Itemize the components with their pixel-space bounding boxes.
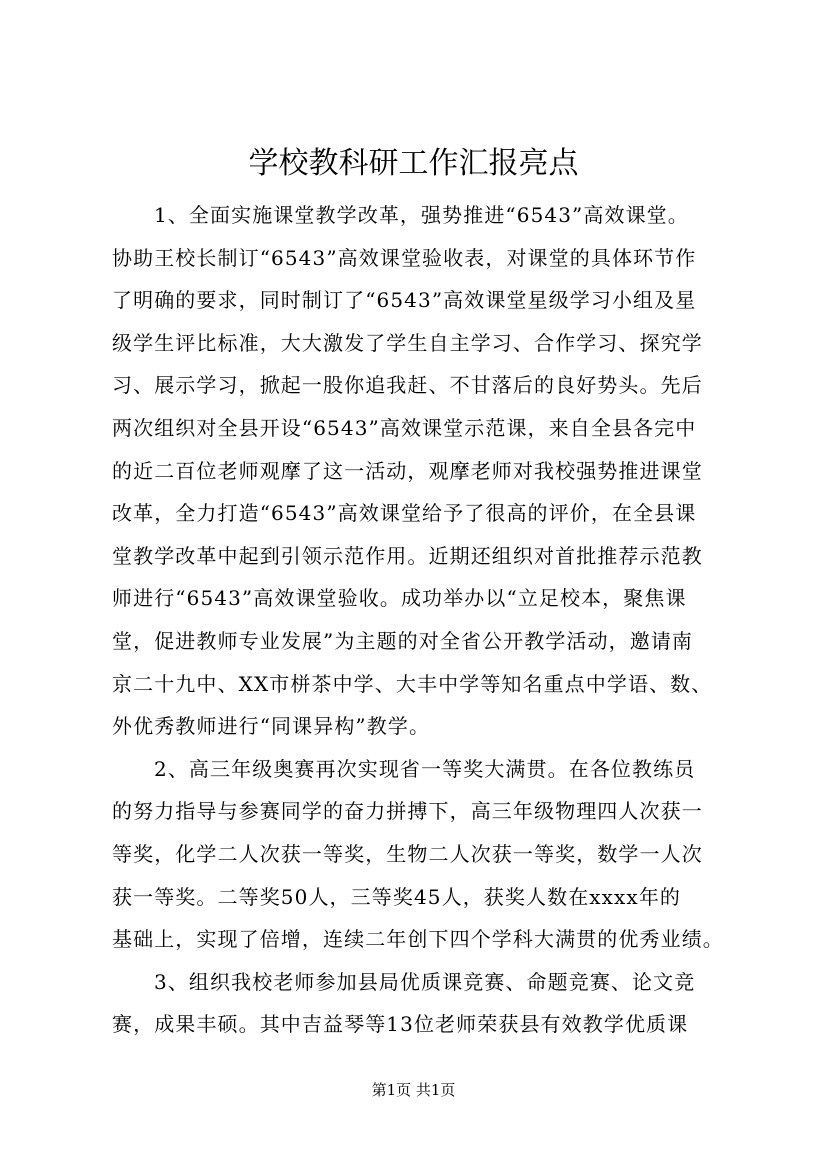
paragraph-1-line-10: 师进行“6543”高效课堂验收。成功举办以“立足校本，聚焦课 [112,586,687,611]
paragraph-1-line-8: 改革，全力打造“6543”高效课堂给予了很高的评价，在全县课 [112,501,697,526]
paragraph-1-line-7: 的近二百位老师观摩了这一活动，观摩老师对我校强势推进课堂 [112,458,703,483]
paragraph-1-line-9: 堂教学改革中起到引领示范作用。近期还组织对首批推荐示范教 [112,543,703,568]
paragraph-2-line-5: 基础上，实现了倍增，连续二年创下四个学科大满贯的优秀业绩。 [112,927,724,952]
paragraph-2-line-3: 等奖，化学二人次获一等奖，生物二人次获一等奖，数学一人次 [112,841,703,866]
paragraph-2-line-4: 获一等奖。二等奖50人，三等奖45人，获奖人数在xxxx年的 [112,884,682,909]
paragraph-1-line-2: 协助王校长制订“6543”高效课堂验收表，对课堂的具体环节作 [112,245,697,270]
paragraph-1-line-1: 1、全面实施课堂教学改革，强势推进“6543”高效课堂。 [154,203,689,227]
paragraph-1-line-12: 京二十九中、XX市栟茶中学、大丰中学等知名重点中学语、数、 [112,671,713,696]
paragraph-3-line-1: 3、组织我校老师参加县局优质课竞赛、命题竞赛、论文竞 [154,969,696,994]
paragraph-1-line-4: 级学生评比标准，大大激发了学生自主学习、合作学习、探究学 [112,330,703,355]
paragraph-2-line-1: 2、高三年级奥赛再次实现省一等奖大满贯。在各位教练员 [154,756,696,781]
document-title: 学校教科研工作汇报亮点 [248,146,579,181]
paragraph-3-line-2: 赛，成果丰硕。其中吉益琴等13位老师荣获县有效教学优质课 [112,1012,689,1037]
paragraph-1-line-3: 了明确的要求，同时制订了“6543”高效课堂星级学习小组及星 [112,288,697,313]
paragraph-2-line-2: 的努力指导与参赛同学的奋力拼搏下，高三年级物理四人次获一 [112,799,703,824]
document-body [112,194,742,1046]
paragraph-1-line-11: 堂，促进教师专业发展”为主题的对全省公开教学活动，邀请南 [112,628,694,653]
paragraph-1-line-6: 两次组织对全县开设“6543”高效课堂示范课，来自全县各完中 [112,415,697,440]
paragraph-1-line-13: 外优秀教师进行“同课异构”教学。 [112,714,431,739]
paragraph-1-line-5: 习、展示学习，掀起一股你追我赶、不甘落后的良好势头。先后 [112,373,703,398]
page-footer: 第1页 共1页 [371,1081,456,1099]
